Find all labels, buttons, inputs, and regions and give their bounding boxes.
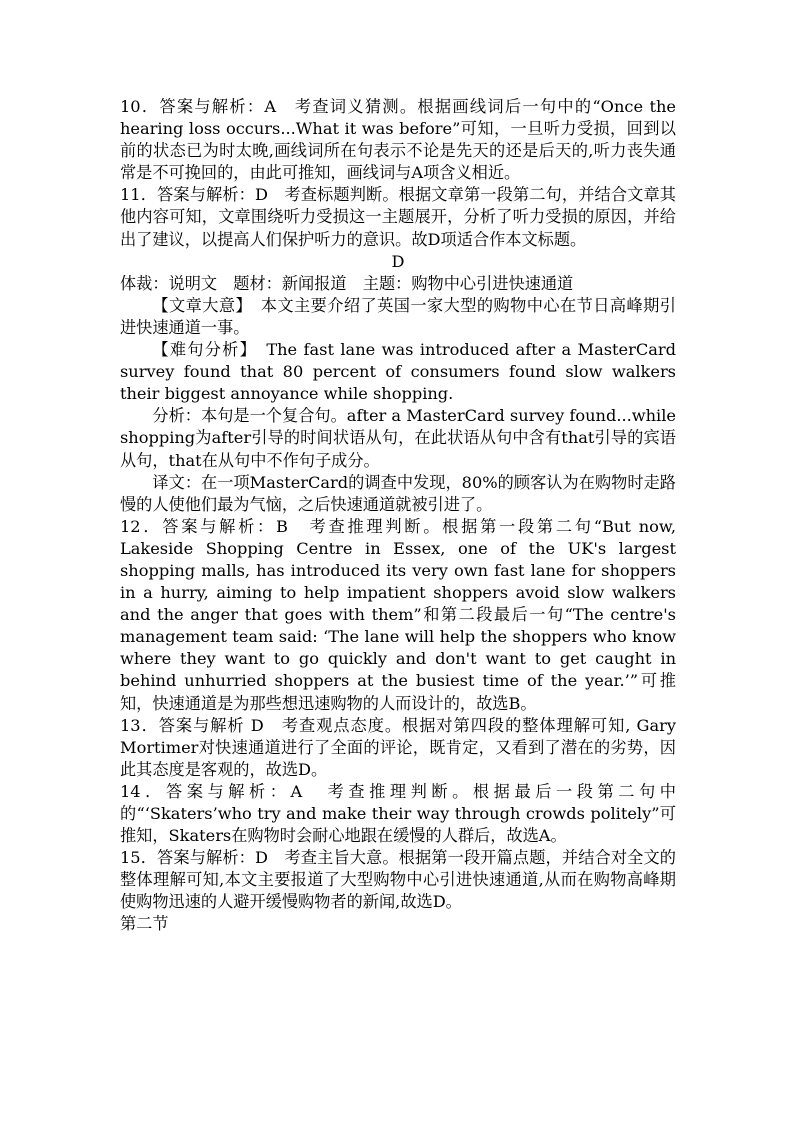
passage-info: 体裁：说明文 题材：新闻报道 主题：购物中心引进快速通道 [120, 273, 574, 293]
section-letter: D [391, 251, 405, 271]
answer-13: 13．答案与解析 D 考查观点态度。根据对第四段的整体理解可知, Gary Mortimer对快速通道进行了全面的评论，既肯定，又看到了潜在的劣势，因此其态度是客观的，故选D。 [120, 715, 676, 779]
answer-14: 14．答案与解析：A 考查推理判断。根据最后一段第二句中的“‘Skaters’who try and make their way through crowds politely”可推知，Skaters在购物时会耐心地跟在缓慢的人群后，故选A。 [120, 781, 676, 846]
document-page [120, 96, 676, 936]
answer-11: 11．答案与解析：D 考查标题判断。根据文章第一段第二句，并结合文章其他内容可知，文章围绕听力受损这一主题展开，分析了听力受损的原因，并给出了建议，以提高人们保护听力的意识。故D项适合作本文标题。 [120, 185, 676, 249]
sentence-translation: 译文：在一项MasterCard的调查中发现，80%的顾客认为在购物时走路慢的人使他们最为气恼，之后快速通道就被引进了。 [120, 472, 676, 514]
section-heading: 第二节 [120, 914, 169, 934]
article-summary: 【文章大意】 本文主要介绍了英国一家大型的购物中心在节日高峰期引进快速通道一事。 [120, 295, 676, 337]
answer-12: 12．答案与解析：B 考查推理判断。根据第一段第二句“But now, Lakeside Shopping Centre in Essex, one of the UK's largest shopping malls, has introduced its very own fast lane for shoppers in a hurry, aiming to help impatient shoppers avoid slow walkers and the anger that goes with them”和第二段最后一句“The centre's management team said: ‘The lane will help the shoppers who know where they want to go quickly and don't want to get caught in behind unhurried shoppers at the busiest time of the year.’”可推知，快速通道是为那些想迅速购物的人而设计的，故选B。 [120, 516, 676, 713]
sentence-analysis: 分析：本句是一个复合句。after a MasterCard survey found...while shopping为after引导的时间状语从句，在此状语从句中含有that引导的宾语从句，that在从句中不作句子成分。 [120, 406, 676, 470]
answer-10: 10．答案与解析：A 考查词义猜测。根据画线词后一句中的“Once the hearing loss occurs...What it was before”可知，一旦听力受损，回到以前的状态已为时太晚,画线词所在句表示不论是先天的还是后天的,听力丧失通常是不可挽回的，由此可推知，画线词与A项含义相近。 [120, 97, 676, 183]
difficult-sentence: 【难句分析】 The fast lane was introduced after a MasterCard survey found that 80 percent of consumers found slow walkers their biggest annoyance while shopping. [120, 340, 676, 404]
answer-15: 15．答案与解析：D 考查主旨大意。根据第一段开篇点题，并结合对全文的整体理解可知,本文主要报道了大型购物中心引进快速通道,从而在购物高峰期使购物迅速的人避开缓慢购物者的新闻,故选D。 [120, 848, 676, 912]
